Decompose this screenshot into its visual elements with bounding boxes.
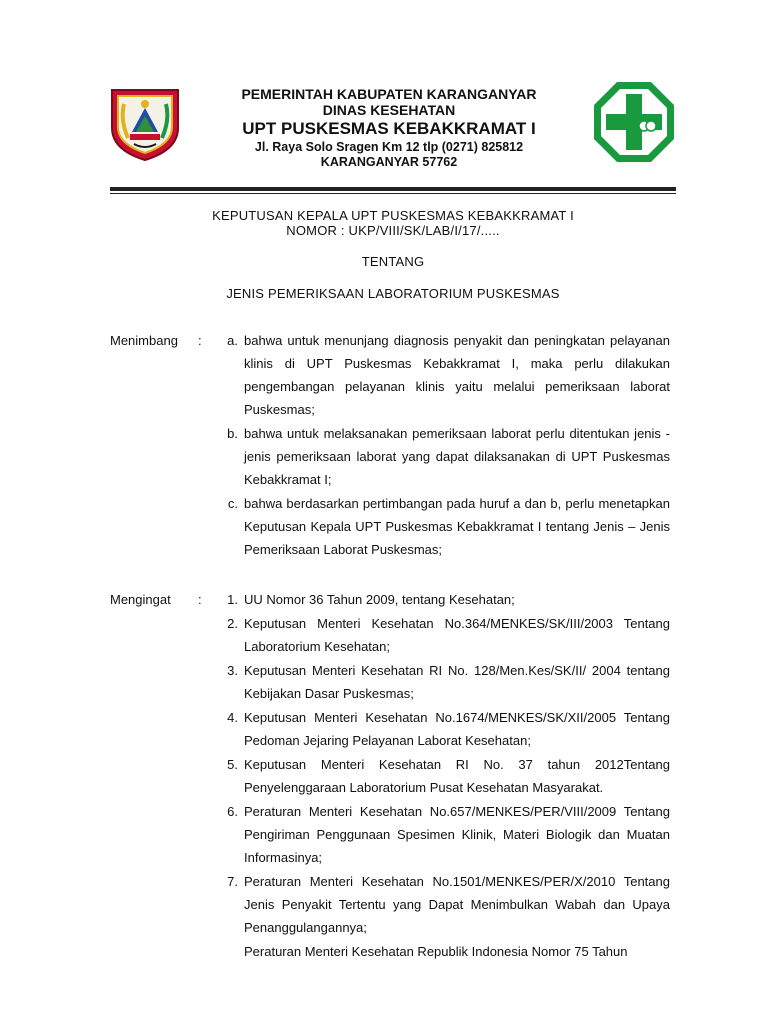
menimbang-colon: :	[198, 333, 202, 348]
list-text: bahwa untuk melaksanakan pemeriksaan laborat perlu ditentukan jenis - jenis pemeriksaan laborat yang dapat dilaksanakan di UPT Puskesmas Kebakkramat I;	[244, 426, 670, 487]
list-marker: 3.	[227, 663, 238, 678]
mengingat-colon: :	[198, 592, 202, 607]
list-marker: a.	[227, 333, 238, 348]
list-item	[214, 870, 670, 939]
mengingat-list	[214, 588, 670, 963]
letterhead-institution: UPT PUSKESMAS KEBAKKRAMAT I	[242, 119, 536, 138]
letterhead	[190, 86, 588, 170]
list-marker: 5.	[227, 757, 238, 772]
list-text: Peraturan Menteri Kesehatan No.1501/MENKES/PER/X/2010 Tentang Jenis Penyakit Tertentu yang Dapat Menimbulkan Wabah dan Upaya Penanggulangannya;	[244, 874, 670, 935]
letterhead-divider-thick	[110, 187, 676, 191]
list-text: bahwa untuk menunjang diagnosis penyakit dan peningkatan pelayanan klinis di UPT Puskesmas Kebakkramat I, maka perlu dilakukan pengembangan pelayanan klinis yaitu melalui pemeriksaan laborat Puskesmas;	[244, 333, 670, 417]
list-item	[214, 329, 670, 421]
decree-about: TENTANG	[361, 254, 425, 269]
letterhead-address: Jl. Raya Solo Sragen Km 12 tlp (0271) 825812	[254, 140, 524, 154]
letterhead-government: PEMERINTAH KABUPATEN KARANGANYAR	[241, 86, 537, 102]
list-item	[214, 492, 670, 561]
list-item	[214, 706, 670, 752]
list-marker: c.	[227, 496, 238, 511]
decree-subject: JENIS PEMERIKSAAN LABORATORIUM PUSKESMAS	[226, 286, 560, 301]
list-marker: b.	[227, 426, 238, 441]
list-text: Keputusan Menteri Kesehatan RI No. 37 tahun 2012Tentang Penyelenggaraan Laboratorium Pusat Kesehatan Masyarakat.	[244, 757, 670, 795]
list-marker: 6.	[227, 804, 238, 819]
list-text: Keputusan Menteri Kesehatan No.364/MENKES/SK/III/2003 Tentang Laboratorium Kesehatan;	[244, 616, 670, 654]
letterhead-department: DINAS KESEHATAN	[322, 102, 456, 118]
list-text: Peraturan Menteri Kesehatan No.657/MENKES/PER/VIII/2009 Tentang Pengiriman Penggunaan Spesimen Klinik, Materi Biologik dan Muatan Informasinya;	[244, 804, 670, 865]
list-item	[214, 753, 670, 799]
list-item	[214, 588, 670, 611]
puskesmas-logo-icon	[592, 80, 676, 164]
menimbang-label: Menimbang	[110, 333, 178, 348]
list-marker: 1.	[227, 592, 238, 607]
menimbang-list	[214, 329, 670, 562]
list-item	[214, 422, 670, 491]
list-marker: 4.	[227, 710, 238, 725]
decree-title: KEPUTUSAN KEPALA UPT PUSKESMAS KEBAKKRAMAT I	[212, 208, 574, 223]
letterhead-divider-thin	[110, 193, 676, 194]
list-marker: 7.	[227, 874, 238, 889]
list-continuation: Peraturan Menteri Kesehatan Republik Indonesia Nomor 75 Tahun	[244, 944, 628, 959]
list-item	[214, 612, 670, 658]
list-item	[214, 800, 670, 869]
list-text: Keputusan Menteri Kesehatan No.1674/MENKES/SK/XII/2005 Tentang Pedoman Jejaring Pelayanan Laborat Kesehatan;	[244, 710, 670, 748]
mengingat-label: Mengingat	[110, 592, 171, 607]
list-text: bahwa berdasarkan pertimbangan pada huruf a dan b, perlu menetapkan Keputusan Kepala UPT Puskesmas Kebakkramat I tentang Jenis – Jenis Pemeriksaan Laborat Puskesmas;	[244, 496, 670, 557]
list-text: Keputusan Menteri Kesehatan RI No. 128/Men.Kes/SK/II/ 2004 tentang Kebijakan Dasar Puskesmas;	[244, 663, 670, 701]
decree-number: NOMOR : UKP/VIII/SK/LAB/I/17/.....	[286, 223, 500, 238]
list-marker: 2.	[227, 616, 238, 631]
letterhead-city: KARANGANYAR 57762	[320, 155, 458, 169]
list-item	[214, 659, 670, 705]
kabupaten-crest-icon	[106, 84, 184, 162]
list-text: UU Nomor 36 Tahun 2009, tentang Kesehatan;	[244, 592, 515, 607]
